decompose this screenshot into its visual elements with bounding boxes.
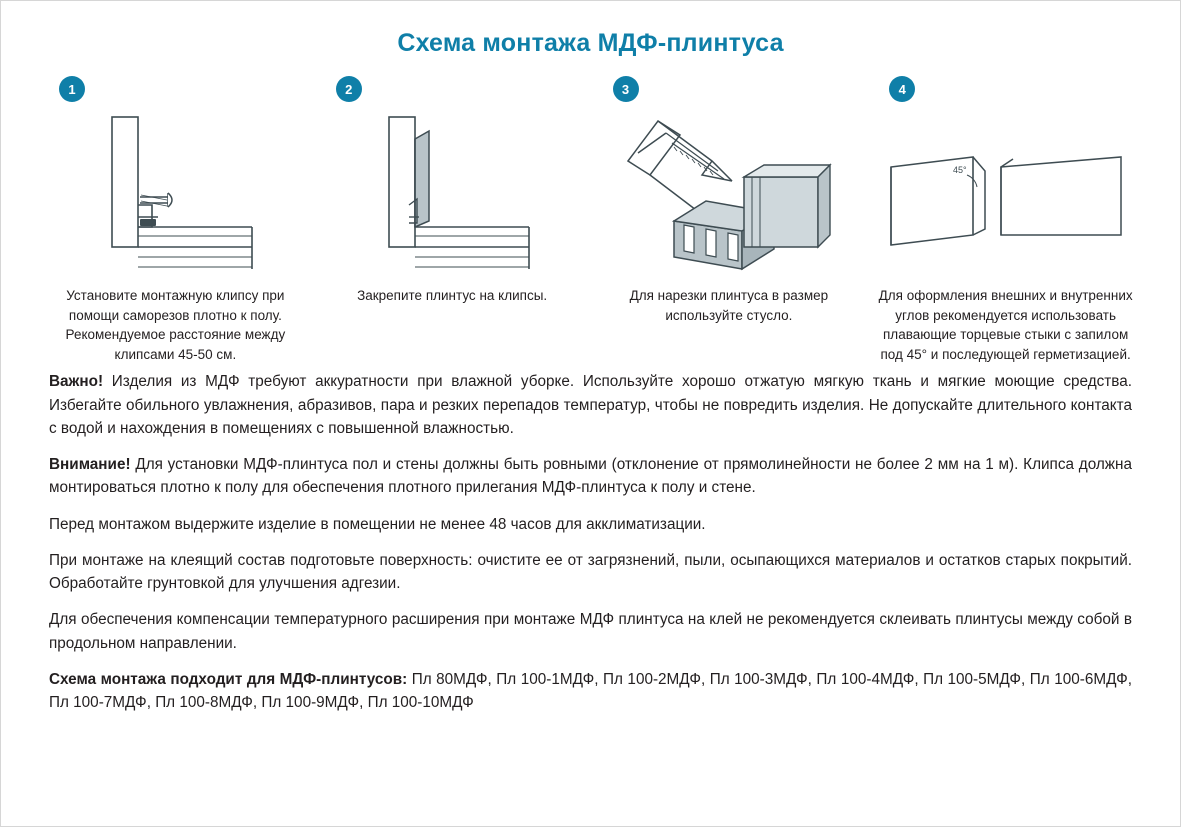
note-6-lead: Схема монтажа подходит для МДФ-плинтусов: [49, 670, 408, 688]
step-4-header [867, 76, 1144, 106]
note-6-text: Пл 80МДФ, Пл 100-1МДФ, Пл 100-2МДФ, Пл 100-3МДФ, Пл 100-4МДФ, Пл 100-5МДФ, Пл 100-6МДФ, Пл 100-7МДФ, Пл 100-8МДФ, Пл 100-9МДФ, Пл 100-10МДФ [49, 670, 1132, 711]
note-paragraph-5 [49, 608, 1132, 655]
note-paragraph-6 [49, 668, 1132, 715]
steps-row [1, 76, 1180, 364]
note-4-text: При монтаже на клеящий состав подготовьте поверхность: очистите ее от загрязнений, пыли, осыпающихся материалов и остатков старых покрытий. Обработайте грунтовкой для улучшения адгезии. [49, 551, 1132, 592]
step-3-badge: 3 [613, 76, 639, 102]
step-1 [37, 76, 314, 364]
note-2-lead: Внимание! [49, 456, 131, 473]
step-4-badge: 4 [889, 76, 915, 102]
corner-joint-45-degree-illustration [867, 106, 1144, 276]
note-paragraph-3 [49, 513, 1132, 536]
notes-section [1, 364, 1180, 714]
miter-box-saw-illustration [591, 106, 868, 276]
note-3-text: Перед монтажом выдержите изделие в помещении не менее 48 часов для акклиматизации. [49, 515, 706, 533]
step-2 [314, 76, 591, 364]
step-2-header [314, 76, 591, 106]
step-1-caption: Установите монтажную клипсу при помощи саморезов плотно к полу. Рекомендуемое расстояние между клипсами 45-50 см. [65, 288, 286, 362]
svg-text:45°: 45° [952, 164, 967, 175]
step-1-header [37, 76, 314, 106]
step-2-badge: 2 [336, 76, 362, 102]
step-3-caption: Для нарезки плинтуса в размер используйте стусло. [629, 288, 829, 323]
note-1-text: Изделия из МДФ требуют аккуратности при влажной уборке. Используйте хорошо отжатую мягкую ткань и мягкие моющие средства. Избегайте обильного увлажнения, абразивов, пара и резких перепадов температур, чтобы не повредить изделия. Не допускайте длительного контакта с водой и нахождения в помещениях с повышенной влажностью. [49, 373, 1132, 437]
note-2-text: Для установки МДФ-плинтуса пол и стены должны быть ровными (отклонение от прямолинейности не более 2 мм на 1 м). Клипса должна монтироваться плотно к полу для обеспечения плотного прилегания МДФ-плинтуса к полу и стене. [49, 456, 1132, 497]
note-1-lead: Важно! [49, 373, 104, 391]
note-5-text: Для обеспечения компенсации температурного расширения при монтаже МДФ плинтуса на клей не рекомендуется склеивать плинтусы между собой в продольном направлении. [49, 611, 1132, 652]
skirting-snap-on-clip-illustration [314, 106, 591, 276]
page-title: Схема монтажа МДФ-плинтуса [397, 29, 784, 57]
wall-floor-clip-screw-illustration [37, 106, 314, 276]
step-4 [867, 76, 1144, 364]
step-3 [591, 76, 868, 364]
step-4-caption: Для оформления внешних и внутренних углов рекомендуется использовать плавающие торцевые стыки с запилом под 45° и последующей герметизацией. [878, 288, 1133, 362]
note-paragraph-1 [49, 370, 1132, 440]
step-3-header [591, 76, 868, 106]
note-paragraph-4 [49, 549, 1132, 596]
step-2-caption: Закрепите плинтус на клипсы. [357, 288, 548, 303]
step-1-badge: 1 [59, 76, 85, 102]
note-paragraph-2 [49, 453, 1132, 500]
